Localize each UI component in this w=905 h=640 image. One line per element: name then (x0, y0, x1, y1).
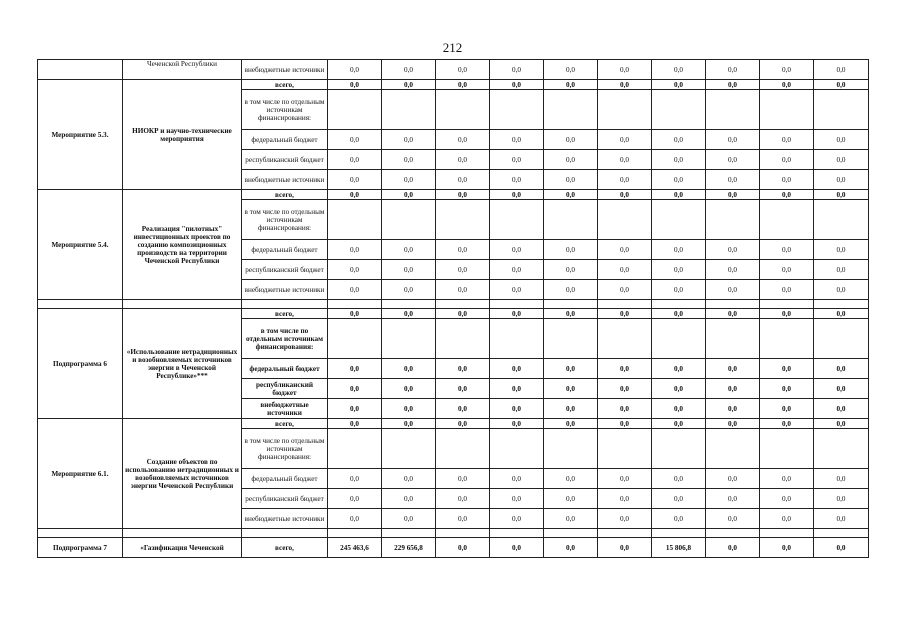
value-cell: 0,0 (814, 280, 869, 300)
value-cell: 0,0 (436, 280, 490, 300)
value-cell (706, 319, 760, 359)
value-cell: 0,0 (598, 60, 652, 80)
value-cell: 0,0 (598, 260, 652, 280)
table-row (38, 309, 869, 319)
value-cell: 0,0 (598, 489, 652, 509)
funding-source-cell: республиканский бюджет (242, 260, 328, 280)
value-cell: 0,0 (382, 80, 436, 90)
value-cell: 0,0 (814, 190, 869, 200)
value-cell: 0,0 (328, 260, 382, 280)
value-cell: 0,0 (544, 469, 598, 489)
value-cell: 0,0 (706, 130, 760, 150)
empty-cell (490, 300, 544, 309)
value-cell: 0,0 (598, 469, 652, 489)
table-row (38, 190, 869, 200)
value-cell (544, 90, 598, 130)
empty-cell (242, 529, 328, 538)
value-cell: 229 656,8 (382, 538, 436, 558)
table-row (38, 60, 869, 80)
value-cell: 0,0 (760, 190, 814, 200)
value-cell: 0,0 (544, 260, 598, 280)
value-cell (436, 90, 490, 130)
program-name-cell: Реализация "пилотных" инвестиционных проектов по созданию композиционных производств на территории Чеченской Республики (123, 190, 242, 300)
value-cell: 0,0 (760, 419, 814, 429)
empty-cell (242, 300, 328, 309)
value-cell (382, 319, 436, 359)
value-cell: 0,0 (382, 509, 436, 529)
value-cell: 0,0 (490, 190, 544, 200)
value-cell: 0,0 (328, 130, 382, 150)
value-cell: 0,0 (490, 509, 544, 529)
value-cell: 0,0 (490, 260, 544, 280)
value-cell: 0,0 (706, 240, 760, 260)
empty-cell (544, 300, 598, 309)
empty-cell (38, 529, 123, 538)
value-cell: 0,0 (760, 280, 814, 300)
value-cell: 0,0 (598, 509, 652, 529)
value-cell: 0,0 (328, 469, 382, 489)
funding-source-cell: республиканский бюджет (242, 379, 328, 399)
value-cell (760, 200, 814, 240)
value-cell: 0,0 (814, 419, 869, 429)
value-cell (760, 90, 814, 130)
value-cell (490, 200, 544, 240)
empty-cell (382, 529, 436, 538)
table-row (38, 419, 869, 429)
value-cell: 0,0 (598, 170, 652, 190)
value-cell: 0,0 (652, 170, 706, 190)
value-cell: 0,0 (544, 379, 598, 399)
value-cell: 0,0 (490, 240, 544, 260)
value-cell (706, 429, 760, 469)
value-cell: 0,0 (706, 190, 760, 200)
value-cell: 0,0 (598, 130, 652, 150)
value-cell: 0,0 (436, 190, 490, 200)
funding-source-cell: всего, (242, 309, 328, 319)
value-cell: 0,0 (652, 489, 706, 509)
value-cell: 0,0 (544, 240, 598, 260)
value-cell: 0,0 (490, 309, 544, 319)
value-cell: 0,0 (814, 150, 869, 170)
value-cell: 0,0 (652, 359, 706, 379)
funding-source-cell: федеральный бюджет (242, 469, 328, 489)
program-name-cell: Чеченской Республики (123, 60, 242, 80)
value-cell: 0,0 (490, 130, 544, 150)
value-cell (544, 200, 598, 240)
value-cell: 0,0 (436, 150, 490, 170)
empty-cell (328, 529, 382, 538)
value-cell (436, 319, 490, 359)
value-cell: 0,0 (706, 309, 760, 319)
empty-cell (436, 300, 490, 309)
empty-cell (328, 300, 382, 309)
value-cell: 0,0 (328, 309, 382, 319)
value-cell: 0,0 (760, 538, 814, 558)
value-cell: 0,0 (706, 170, 760, 190)
page-number: 212 (442, 40, 463, 55)
funding-source-cell: внебюджетные источники (242, 509, 328, 529)
value-cell: 0,0 (598, 538, 652, 558)
value-cell: 0,0 (490, 60, 544, 80)
value-cell: 0,0 (544, 280, 598, 300)
empty-cell (598, 529, 652, 538)
value-cell: 0,0 (814, 130, 869, 150)
value-cell: 0,0 (490, 150, 544, 170)
value-cell: 0,0 (760, 240, 814, 260)
value-cell: 0,0 (490, 379, 544, 399)
value-cell: 0,0 (490, 538, 544, 558)
program-name-cell: «Использование нетрадиционных и возобновляемых источников энергии в Чеченской Республике»*** (123, 309, 242, 419)
value-cell: 0,0 (598, 280, 652, 300)
value-cell: 0,0 (382, 280, 436, 300)
value-cell: 0,0 (544, 130, 598, 150)
value-cell: 0,0 (328, 240, 382, 260)
funding-source-cell: всего, (242, 538, 328, 558)
value-cell: 0,0 (490, 399, 544, 419)
empty-cell (436, 529, 490, 538)
value-cell: 0,0 (490, 359, 544, 379)
value-cell (436, 200, 490, 240)
value-cell: 0,0 (544, 190, 598, 200)
value-cell: 0,0 (814, 60, 869, 80)
funding-source-cell: республиканский бюджет (242, 150, 328, 170)
funding-source-cell: внебюджетные источники (242, 399, 328, 419)
value-cell: 0,0 (706, 538, 760, 558)
funding-source-cell: федеральный бюджет (242, 240, 328, 260)
funding-source-cell: внебюджетные источники (242, 60, 328, 80)
value-cell: 0,0 (598, 240, 652, 260)
value-cell: 0,0 (544, 419, 598, 429)
value-cell: 0,0 (598, 359, 652, 379)
empty-cell (706, 300, 760, 309)
value-cell: 0,0 (652, 150, 706, 170)
value-cell: 0,0 (544, 509, 598, 529)
value-cell: 0,0 (652, 130, 706, 150)
value-cell (382, 90, 436, 130)
value-cell (544, 319, 598, 359)
value-cell: 0,0 (382, 190, 436, 200)
value-cell: 0,0 (814, 538, 869, 558)
value-cell: 0,0 (544, 359, 598, 379)
value-cell: 0,0 (436, 359, 490, 379)
value-cell: 0,0 (760, 509, 814, 529)
value-cell: 0,0 (706, 60, 760, 80)
value-cell: 0,0 (598, 190, 652, 200)
value-cell (490, 319, 544, 359)
value-cell: 0,0 (436, 489, 490, 509)
value-cell: 0,0 (706, 260, 760, 280)
empty-cell (382, 300, 436, 309)
funding-source-cell: внебюджетные источники (242, 280, 328, 300)
program-level-cell: Подпрограмма 6 (38, 309, 123, 419)
funding-source-cell: в том числе по отдельным источникам финансирования: (242, 200, 328, 240)
empty-cell (814, 529, 869, 538)
value-cell (706, 90, 760, 130)
value-cell: 0,0 (382, 419, 436, 429)
value-cell: 0,0 (706, 419, 760, 429)
empty-cell (598, 300, 652, 309)
value-cell: 0,0 (328, 419, 382, 429)
separator-row (38, 529, 869, 538)
value-cell: 0,0 (598, 150, 652, 170)
empty-cell (38, 300, 123, 309)
value-cell: 0,0 (760, 469, 814, 489)
value-cell: 0,0 (382, 399, 436, 419)
value-cell: 0,0 (652, 280, 706, 300)
value-cell: 0,0 (706, 379, 760, 399)
value-cell (814, 429, 869, 469)
table-row (38, 538, 869, 558)
value-cell: 0,0 (544, 150, 598, 170)
funding-source-cell: всего, (242, 419, 328, 429)
value-cell (598, 90, 652, 130)
value-cell (490, 429, 544, 469)
value-cell: 0,0 (814, 80, 869, 90)
value-cell: 0,0 (760, 379, 814, 399)
value-cell: 0,0 (652, 80, 706, 90)
value-cell: 0,0 (652, 260, 706, 280)
value-cell: 0,0 (652, 469, 706, 489)
value-cell: 0,0 (544, 80, 598, 90)
value-cell: 0,0 (760, 309, 814, 319)
value-cell: 0,0 (328, 509, 382, 529)
value-cell: 0,0 (436, 538, 490, 558)
value-cell: 0,0 (760, 399, 814, 419)
value-cell: 0,0 (328, 150, 382, 170)
value-cell: 0,0 (652, 419, 706, 429)
value-cell: 0,0 (706, 359, 760, 379)
value-cell: 0,0 (544, 399, 598, 419)
value-cell (814, 200, 869, 240)
value-cell: 0,0 (814, 260, 869, 280)
value-cell: 0,0 (652, 379, 706, 399)
value-cell: 0,0 (706, 469, 760, 489)
value-cell (814, 319, 869, 359)
value-cell (328, 429, 382, 469)
value-cell: 0,0 (490, 419, 544, 429)
empty-cell (706, 529, 760, 538)
value-cell: 0,0 (706, 489, 760, 509)
value-cell: 0,0 (382, 260, 436, 280)
value-cell: 245 463,6 (328, 538, 382, 558)
funding-source-cell: федеральный бюджет (242, 359, 328, 379)
empty-cell (544, 529, 598, 538)
value-cell: 0,0 (760, 260, 814, 280)
value-cell: 0,0 (436, 379, 490, 399)
value-cell: 0,0 (436, 469, 490, 489)
empty-cell (814, 300, 869, 309)
value-cell: 0,0 (814, 240, 869, 260)
value-cell: 0,0 (328, 190, 382, 200)
program-level-cell (38, 60, 123, 80)
value-cell: 0,0 (706, 280, 760, 300)
funding-source-cell: республиканский бюджет (242, 489, 328, 509)
value-cell (382, 200, 436, 240)
value-cell: 0,0 (490, 469, 544, 489)
value-cell: 0,0 (436, 309, 490, 319)
value-cell: 0,0 (436, 419, 490, 429)
value-cell: 0,0 (814, 309, 869, 319)
value-cell: 0,0 (544, 538, 598, 558)
value-cell: 0,0 (382, 60, 436, 80)
program-name-cell: Создание объектов по использованию нетрадиционных и возобновляемых источников энергии Чеченской Республики (123, 419, 242, 529)
value-cell: 0,0 (598, 309, 652, 319)
empty-cell (652, 529, 706, 538)
value-cell: 0,0 (490, 170, 544, 190)
value-cell: 0,0 (652, 240, 706, 260)
value-cell: 0,0 (814, 359, 869, 379)
separator-row (38, 300, 869, 309)
value-cell: 0,0 (760, 80, 814, 90)
value-cell (814, 90, 869, 130)
value-cell: 0,0 (328, 489, 382, 509)
value-cell: 0,0 (598, 419, 652, 429)
value-cell: 0,0 (544, 170, 598, 190)
value-cell: 0,0 (382, 150, 436, 170)
value-cell: 0,0 (544, 489, 598, 509)
value-cell (544, 429, 598, 469)
value-cell (652, 200, 706, 240)
funding-source-cell: всего, (242, 190, 328, 200)
value-cell (598, 429, 652, 469)
value-cell: 0,0 (490, 489, 544, 509)
value-cell: 0,0 (436, 80, 490, 90)
value-cell: 0,0 (490, 80, 544, 90)
program-level-cell: Мероприятие 5.3. (38, 80, 123, 190)
empty-cell (123, 300, 242, 309)
value-cell: 0,0 (652, 190, 706, 200)
value-cell: 0,0 (436, 399, 490, 419)
program-name-cell: «Газификация Чеченской (123, 538, 242, 558)
value-cell: 0,0 (382, 359, 436, 379)
value-cell: 0,0 (814, 399, 869, 419)
value-cell (760, 429, 814, 469)
value-cell: 0,0 (652, 309, 706, 319)
value-cell: 0,0 (382, 469, 436, 489)
value-cell: 0,0 (760, 130, 814, 150)
empty-cell (760, 529, 814, 538)
value-cell: 0,0 (598, 399, 652, 419)
value-cell: 0,0 (328, 359, 382, 379)
empty-cell (123, 529, 242, 538)
value-cell (760, 319, 814, 359)
value-cell: 0,0 (544, 60, 598, 80)
program-level-cell: Мероприятие 5.4. (38, 190, 123, 300)
value-cell (382, 429, 436, 469)
funding-source-cell: в том числе по отдельным источникам финансирования: (242, 319, 328, 359)
value-cell: 0,0 (760, 60, 814, 80)
value-cell: 0,0 (436, 130, 490, 150)
value-cell (652, 90, 706, 130)
program-name-cell: НИОКР и научно-технические мероприятия (123, 80, 242, 190)
value-cell (490, 90, 544, 130)
funding-source-cell: внебюджетные источники (242, 170, 328, 190)
value-cell (328, 90, 382, 130)
value-cell: 0,0 (814, 509, 869, 529)
funding-source-cell: всего, (242, 80, 328, 90)
value-cell (598, 319, 652, 359)
table-row (38, 80, 869, 90)
value-cell: 0,0 (328, 379, 382, 399)
value-cell (652, 319, 706, 359)
value-cell: 0,0 (382, 170, 436, 190)
value-cell: 0,0 (382, 489, 436, 509)
value-cell (328, 200, 382, 240)
value-cell: 0,0 (436, 260, 490, 280)
value-cell: 0,0 (436, 509, 490, 529)
value-cell: 0,0 (382, 240, 436, 260)
value-cell: 0,0 (544, 309, 598, 319)
value-cell: 0,0 (814, 489, 869, 509)
value-cell (652, 429, 706, 469)
value-cell: 15 806,8 (652, 538, 706, 558)
value-cell: 0,0 (328, 80, 382, 90)
value-cell: 0,0 (328, 399, 382, 419)
value-cell: 0,0 (760, 359, 814, 379)
value-cell: 0,0 (814, 170, 869, 190)
funding-source-cell: федеральный бюджет (242, 130, 328, 150)
value-cell: 0,0 (706, 399, 760, 419)
program-level-cell: Подпрограмма 7 (38, 538, 123, 558)
value-cell: 0,0 (598, 80, 652, 90)
value-cell: 0,0 (382, 379, 436, 399)
value-cell: 0,0 (652, 60, 706, 80)
funding-source-cell: в том числе по отдельным источникам финансирования: (242, 429, 328, 469)
empty-cell (760, 300, 814, 309)
value-cell: 0,0 (436, 170, 490, 190)
value-cell: 0,0 (760, 150, 814, 170)
value-cell (706, 200, 760, 240)
value-cell: 0,0 (814, 379, 869, 399)
value-cell: 0,0 (652, 399, 706, 419)
value-cell: 0,0 (706, 509, 760, 529)
value-cell: 0,0 (328, 60, 382, 80)
value-cell: 0,0 (598, 379, 652, 399)
program-level-cell: Мероприятие 6.1. (38, 419, 123, 529)
value-cell: 0,0 (328, 280, 382, 300)
value-cell: 0,0 (490, 280, 544, 300)
value-cell (328, 319, 382, 359)
value-cell: 0,0 (706, 150, 760, 170)
empty-cell (652, 300, 706, 309)
value-cell: 0,0 (382, 130, 436, 150)
value-cell: 0,0 (652, 509, 706, 529)
budget-table (37, 59, 869, 558)
value-cell: 0,0 (706, 80, 760, 90)
funding-source-cell: в том числе по отдельным источникам финансирования: (242, 90, 328, 130)
value-cell: 0,0 (760, 489, 814, 509)
value-cell (598, 200, 652, 240)
value-cell: 0,0 (814, 469, 869, 489)
value-cell: 0,0 (382, 309, 436, 319)
value-cell: 0,0 (760, 170, 814, 190)
value-cell: 0,0 (328, 170, 382, 190)
empty-cell (490, 529, 544, 538)
value-cell (436, 429, 490, 469)
value-cell: 0,0 (436, 60, 490, 80)
value-cell: 0,0 (436, 240, 490, 260)
